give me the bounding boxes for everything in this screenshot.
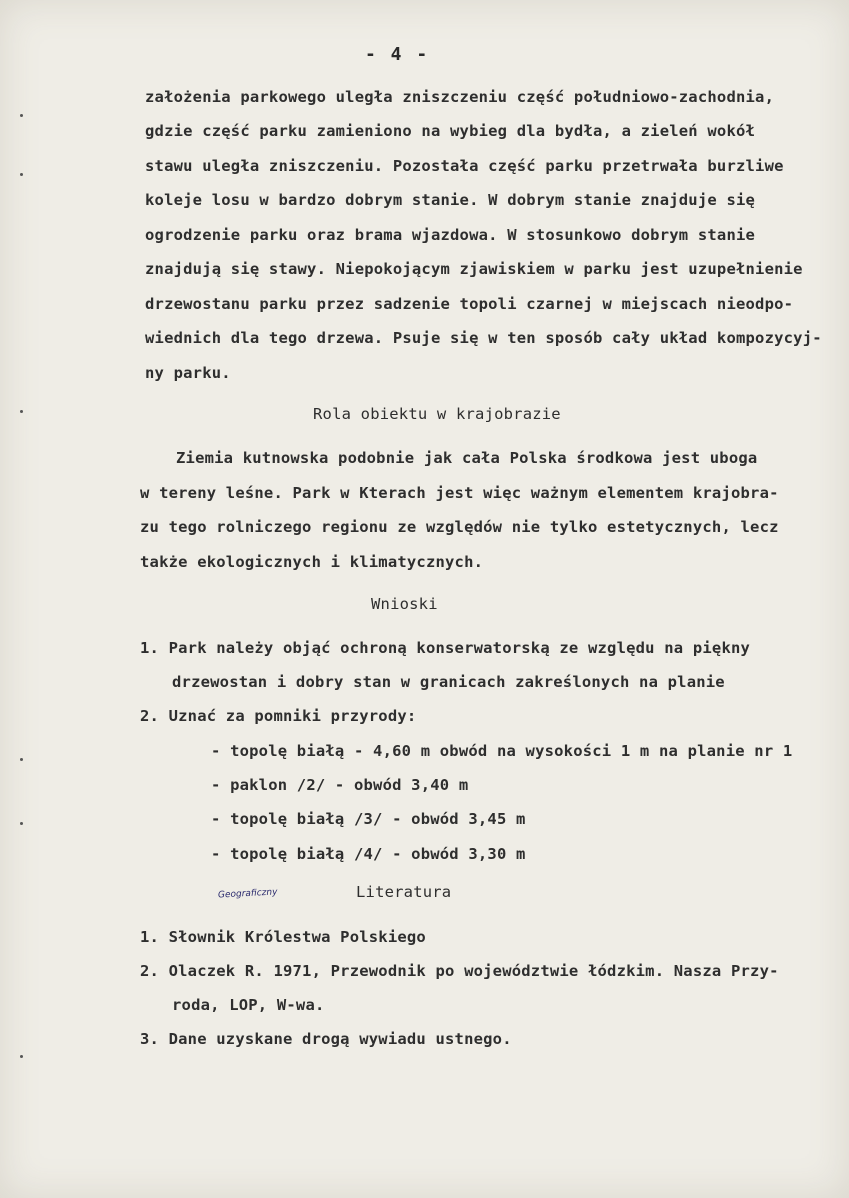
paragraph2-line-1: Ziemia kutnowska podobnie jak cała Polska środkowa jest uboga (176, 449, 758, 467)
margin-mark (20, 1055, 23, 1058)
monument-1: - topolę białą - 4,60 m obwód na wysokości 1 m na planie nr 1 (211, 742, 793, 760)
paragraph1-line-1: założenia parkowego uległa zniszczeniu część południowo-zachodnia, (145, 88, 775, 106)
heading-landscape: Rola obiektu w krajobrazie (313, 405, 561, 423)
monument-3: - topolę białą /3/ - obwód 3,45 m (211, 810, 526, 828)
paragraph1-line-3: stawu uległa zniszczeniu. Pozostała część parku przetrwała burzliwe (145, 157, 784, 175)
paragraph2-line-2: w tereny leśne. Park w Kterach jest więc ważnym elementem krajobra- (140, 484, 779, 502)
literature-2-cont: roda, LOP, W-wa. (172, 996, 325, 1014)
paragraph2-line-4: także ekologicznych i klimatycznych. (140, 553, 484, 571)
paragraph1-line-8: wiednich dla tego drzewa. Psuje się w ten sposób cały układ kompozycyj- (145, 329, 822, 347)
conclusion-1: 1. Park należy objąć ochroną konserwatorską ze względu na piękny (140, 639, 751, 657)
margin-mark (20, 758, 23, 761)
heading-literature: Literatura (356, 883, 452, 901)
paragraph1-line-4: koleje losu w bardzo dobrym stanie. W dobrym stanie znajduje się (145, 191, 756, 209)
literature-3: 3. Dane uzyskane drogą wywiadu ustnego. (140, 1030, 512, 1048)
paragraph1-line-5: ogrodzenie parku oraz brama wjazdowa. W stosunkowo dobrym stanie (145, 226, 756, 244)
handwritten-note: Geograficzny (217, 887, 278, 901)
margin-mark (20, 173, 23, 176)
conclusion-2: 2. Uznać za pomniki przyrody: (140, 707, 417, 725)
literature-2: 2. Olaczek R. 1971, Przewodnik po województwie łódzkim. Nasza Przy- (140, 962, 779, 980)
monument-2: - paklon /2/ - obwód 3,40 m (211, 776, 469, 794)
margin-mark (20, 114, 23, 117)
paragraph2-line-3: zu tego rolniczego regionu ze względów nie tylko estetycznych, lecz (140, 518, 779, 536)
paragraph1-line-9: ny parku. (145, 364, 231, 382)
conclusion-1-cont: drzewostan i dobry stan w granicach zakreślonych na planie (172, 673, 725, 691)
paragraph1-line-7: drzewostanu parku przez sadzenie topoli czarnej w miejscach nieodpo- (145, 295, 794, 313)
literature-1: 1. Słownik Królestwa Polskiego (140, 928, 426, 946)
margin-mark (20, 410, 23, 413)
margin-mark (20, 822, 23, 825)
heading-conclusions: Wnioski (371, 595, 438, 613)
monument-4: - topolę białą /4/ - obwód 3,30 m (211, 845, 526, 863)
page-number: - 4 - (365, 44, 430, 65)
paragraph1-line-6: znajdują się stawy. Niepokojącym zjawiskiem w parku jest uzupełnienie (145, 260, 803, 278)
paragraph1-line-2: gdzie część parku zamieniono na wybieg dla bydła, a zieleń wokół (145, 122, 756, 140)
